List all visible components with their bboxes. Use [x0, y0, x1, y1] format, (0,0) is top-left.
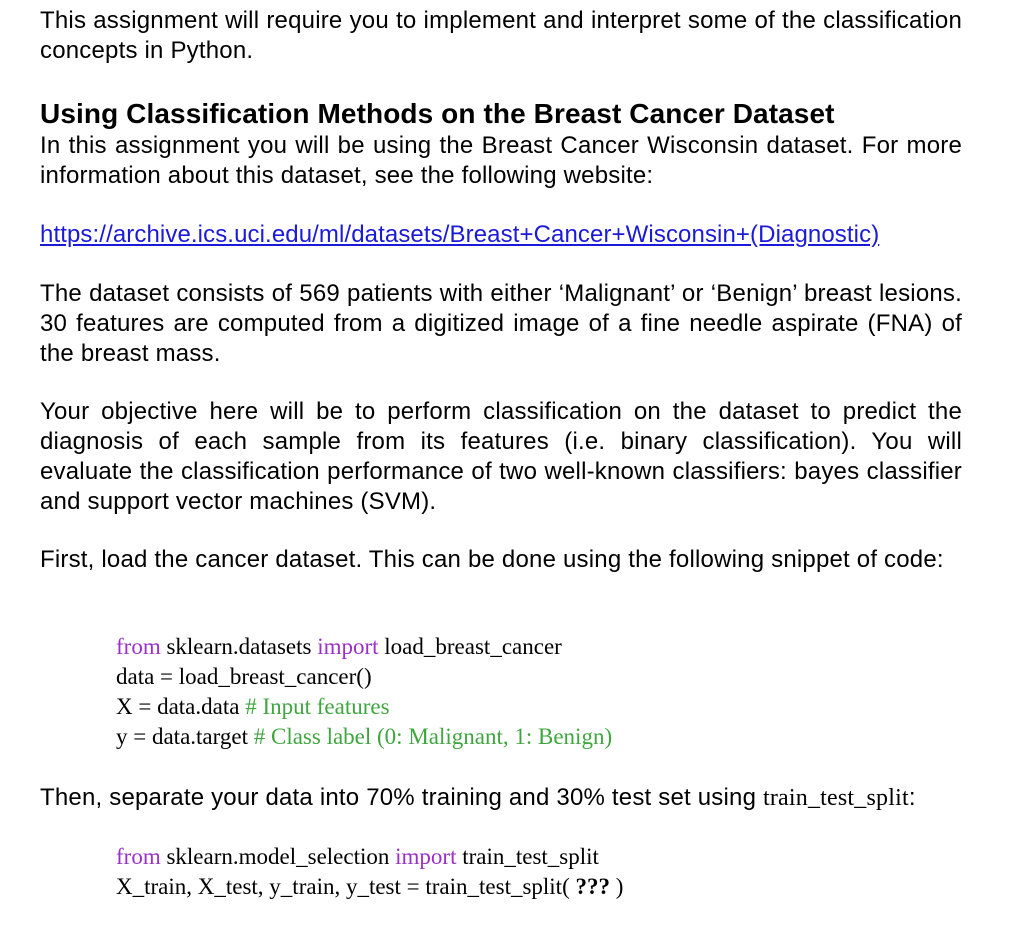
code-keyword: from: [116, 844, 161, 869]
split-code-block: [116, 842, 623, 902]
code-line: [116, 722, 612, 752]
code-line: [116, 632, 612, 662]
code-line: data = load_breast_cancer(): [116, 664, 372, 689]
dataset-paragraph: The dataset consists of 569 patients with either ‘Malignant’ or ‘Benign’ breast lesions. 30 features are computed from a digitized image of a fine needle aspirate (FNA) of the breast mass.: [40, 280, 962, 367]
split-paragraph: [40, 783, 980, 813]
code-text: load_breast_cancer: [378, 634, 562, 659]
code-comment: # Input features: [245, 694, 390, 719]
split-text: Then, separate your data into 70% training and 30% test set using: [40, 784, 763, 811]
split-function-name: train_test_split: [762, 785, 909, 811]
code-text: train_test_split: [456, 844, 599, 869]
intro-paragraph: This assignment will require you to implement and interpret some of the classification concepts in Python.: [40, 7, 962, 64]
load-paragraph: First, load the cancer dataset. This can be done using the following snippet of code:: [40, 546, 944, 573]
split-colon: :: [908, 784, 916, 811]
dataset-link[interactable]: https://archive.ics.uci.edu/ml/datasets/Breast+Cancer+Wisconsin+(Diagnostic): [40, 221, 880, 248]
code-line: [116, 842, 623, 872]
code-text: sklearn.datasets: [160, 634, 318, 659]
code-text: sklearn.model_selection: [160, 844, 396, 869]
code-line: [116, 692, 612, 722]
code-keyword: from: [116, 634, 161, 659]
code-text: X = data.data: [116, 694, 246, 719]
code-text: X_train, X_test, y_train, y_test = train_test_split(: [116, 874, 576, 899]
load-code-block: [116, 632, 612, 752]
section-title: Using Classification Methods on the Breast Cancer Dataset: [40, 98, 835, 129]
code-comment: # Class label (0: Malignant, 1: Benign): [253, 724, 613, 749]
code-keyword: import: [395, 844, 457, 869]
code-keyword: import: [317, 634, 379, 659]
code-line: [116, 872, 623, 902]
objective-paragraph: Your objective here will be to perform classification on the dataset to predict the diagnosis of each sample from its features (i.e. binary classification). You will evaluate the classification performance of two well-known classifiers: bayes classifier and support vector machines (SVM).: [40, 398, 962, 515]
dataset-description: In this assignment you will be using the Breast Cancer Wisconsin dataset. For more information about this dataset, see the following website:: [40, 132, 962, 189]
code-placeholder: ???: [575, 874, 610, 899]
code-text: ): [609, 874, 624, 899]
code-text: y = data.target: [116, 724, 254, 749]
